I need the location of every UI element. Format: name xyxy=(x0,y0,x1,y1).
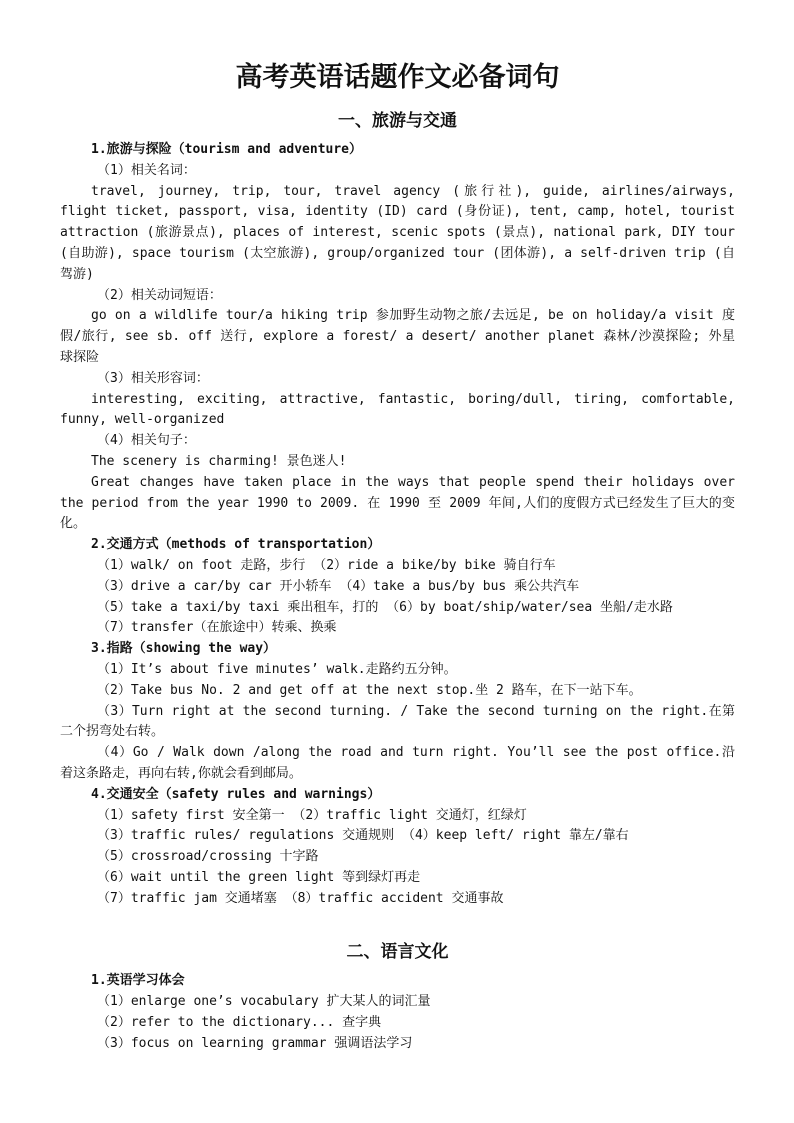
document-title: 高考英语话题作文必备词句 xyxy=(235,62,560,93)
learning-item: （2）refer to the dictionary... 查字典 xyxy=(97,1015,382,1031)
safety-item: （5）crossroad/crossing 十字路 xyxy=(97,849,319,865)
nouns-label: （1）相关名词： xyxy=(97,162,196,178)
direction-item: （4）Go / Walk down /along the road and turn right. You’ll see the post office.沿着这条路走，再向右转,你就会看到邮局。 xyxy=(60,745,735,781)
safety-item: （6）wait until the green light 等到绿灯再走 xyxy=(97,869,421,885)
adjectives-text: interesting, exciting, attractive, fantastic, boring/dull, tiring, comfortable, funny, well-organized xyxy=(60,391,735,428)
learning-item: （3）focus on learning grammar 强调语法学习 xyxy=(97,1035,413,1051)
safety-item: （7）traffic jam 交通堵塞 （8）traffic accident 交通事故 xyxy=(97,890,504,906)
transport-item: （1）walk/ on foot 走路，步行 （2）ride a bike/by bike 骑自行车 xyxy=(97,557,556,573)
verbs-text: go on a wildlife tour/a hiking trip 参加野生动物之旅/去远足, be on holiday/a visit 度假/旅行, see sb. off 送行, explore a forest/ a desert/ another planet 森林/沙漠探险; 外星球探险 xyxy=(60,308,735,365)
sentence-2: Great changes have taken place in the ways that people spend their holidays over the period from the year 1990 to 2009. 在 1990 至 2009 年间,人们的度假方式已经发生了巨大的变化。 xyxy=(60,474,735,532)
direction-item: （1）It’s about five minutes’ walk.走路约五分钟。 xyxy=(97,661,457,677)
document-page xyxy=(60,58,735,1055)
transport-item: （5）take a taxi/by taxi 乘出租车，打的 （6）by boat/ship/water/sea 坐船/走水路 xyxy=(97,599,673,615)
transport-item: （7）transfer（在旅途中）转乘、换乘 xyxy=(97,620,337,636)
topic-heading-english-learning: 1.英语学习体会 xyxy=(91,973,185,989)
direction-item: （2）Take bus No. 2 and get off at the next stop.坐 2 路车，在下一站下车。 xyxy=(97,682,642,698)
adjectives-label: （3）相关形容词： xyxy=(97,370,209,386)
nouns-text: travel, journey, trip, tour, travel agency (旅行社), guide, airlines/airways, flight ticket, passport, visa, identity (ID) card (身份证), tent, camp, hotel, tourist attraction (旅游景点), places of interest, scenic spots (景点), national park, DIY tour (自助游), space tourism (太空旅游), group/organized tour (团体游), a self-driven trip (自驾游) xyxy=(60,183,735,282)
verbs-label: （2）相关动词短语： xyxy=(97,287,222,303)
sentence-1: The scenery is charming! 景色迷人! xyxy=(91,453,347,469)
learning-item: （1）enlarge one’s vocabulary 扩大某人的词汇量 xyxy=(97,994,431,1010)
topic-heading-showing-the-way: 3.指路（showing the way） xyxy=(91,641,277,657)
safety-item: （3）traffic rules/ regulations 交通规则 （4）keep left/ right 靠左/靠右 xyxy=(97,828,629,844)
transport-item: （3）drive a car/by car 开小轿车 （4）take a bus/by bus 乘公共汽车 xyxy=(97,578,580,594)
sentences-label: （4）相关句子： xyxy=(97,433,196,449)
direction-item: （3）Turn right at the second turning. / Take the second turning on the right.在第二个拐弯处右转。 xyxy=(60,703,735,740)
topic-heading-transportation: 2.交通方式（methods of transportation） xyxy=(91,537,381,553)
topic-heading-safety: 4.交通安全（safety rules and warnings） xyxy=(91,786,381,802)
section-heading-language: 二、语言文化 xyxy=(346,942,449,963)
topic-heading-tourism: 1.旅游与探险（tourism and adventure） xyxy=(91,142,363,157)
safety-item: （1）safety first 安全第一 （2）traffic light 交通灯，红绿灯 xyxy=(97,807,527,823)
section-heading-travel: 一、旅游与交通 xyxy=(338,111,457,131)
